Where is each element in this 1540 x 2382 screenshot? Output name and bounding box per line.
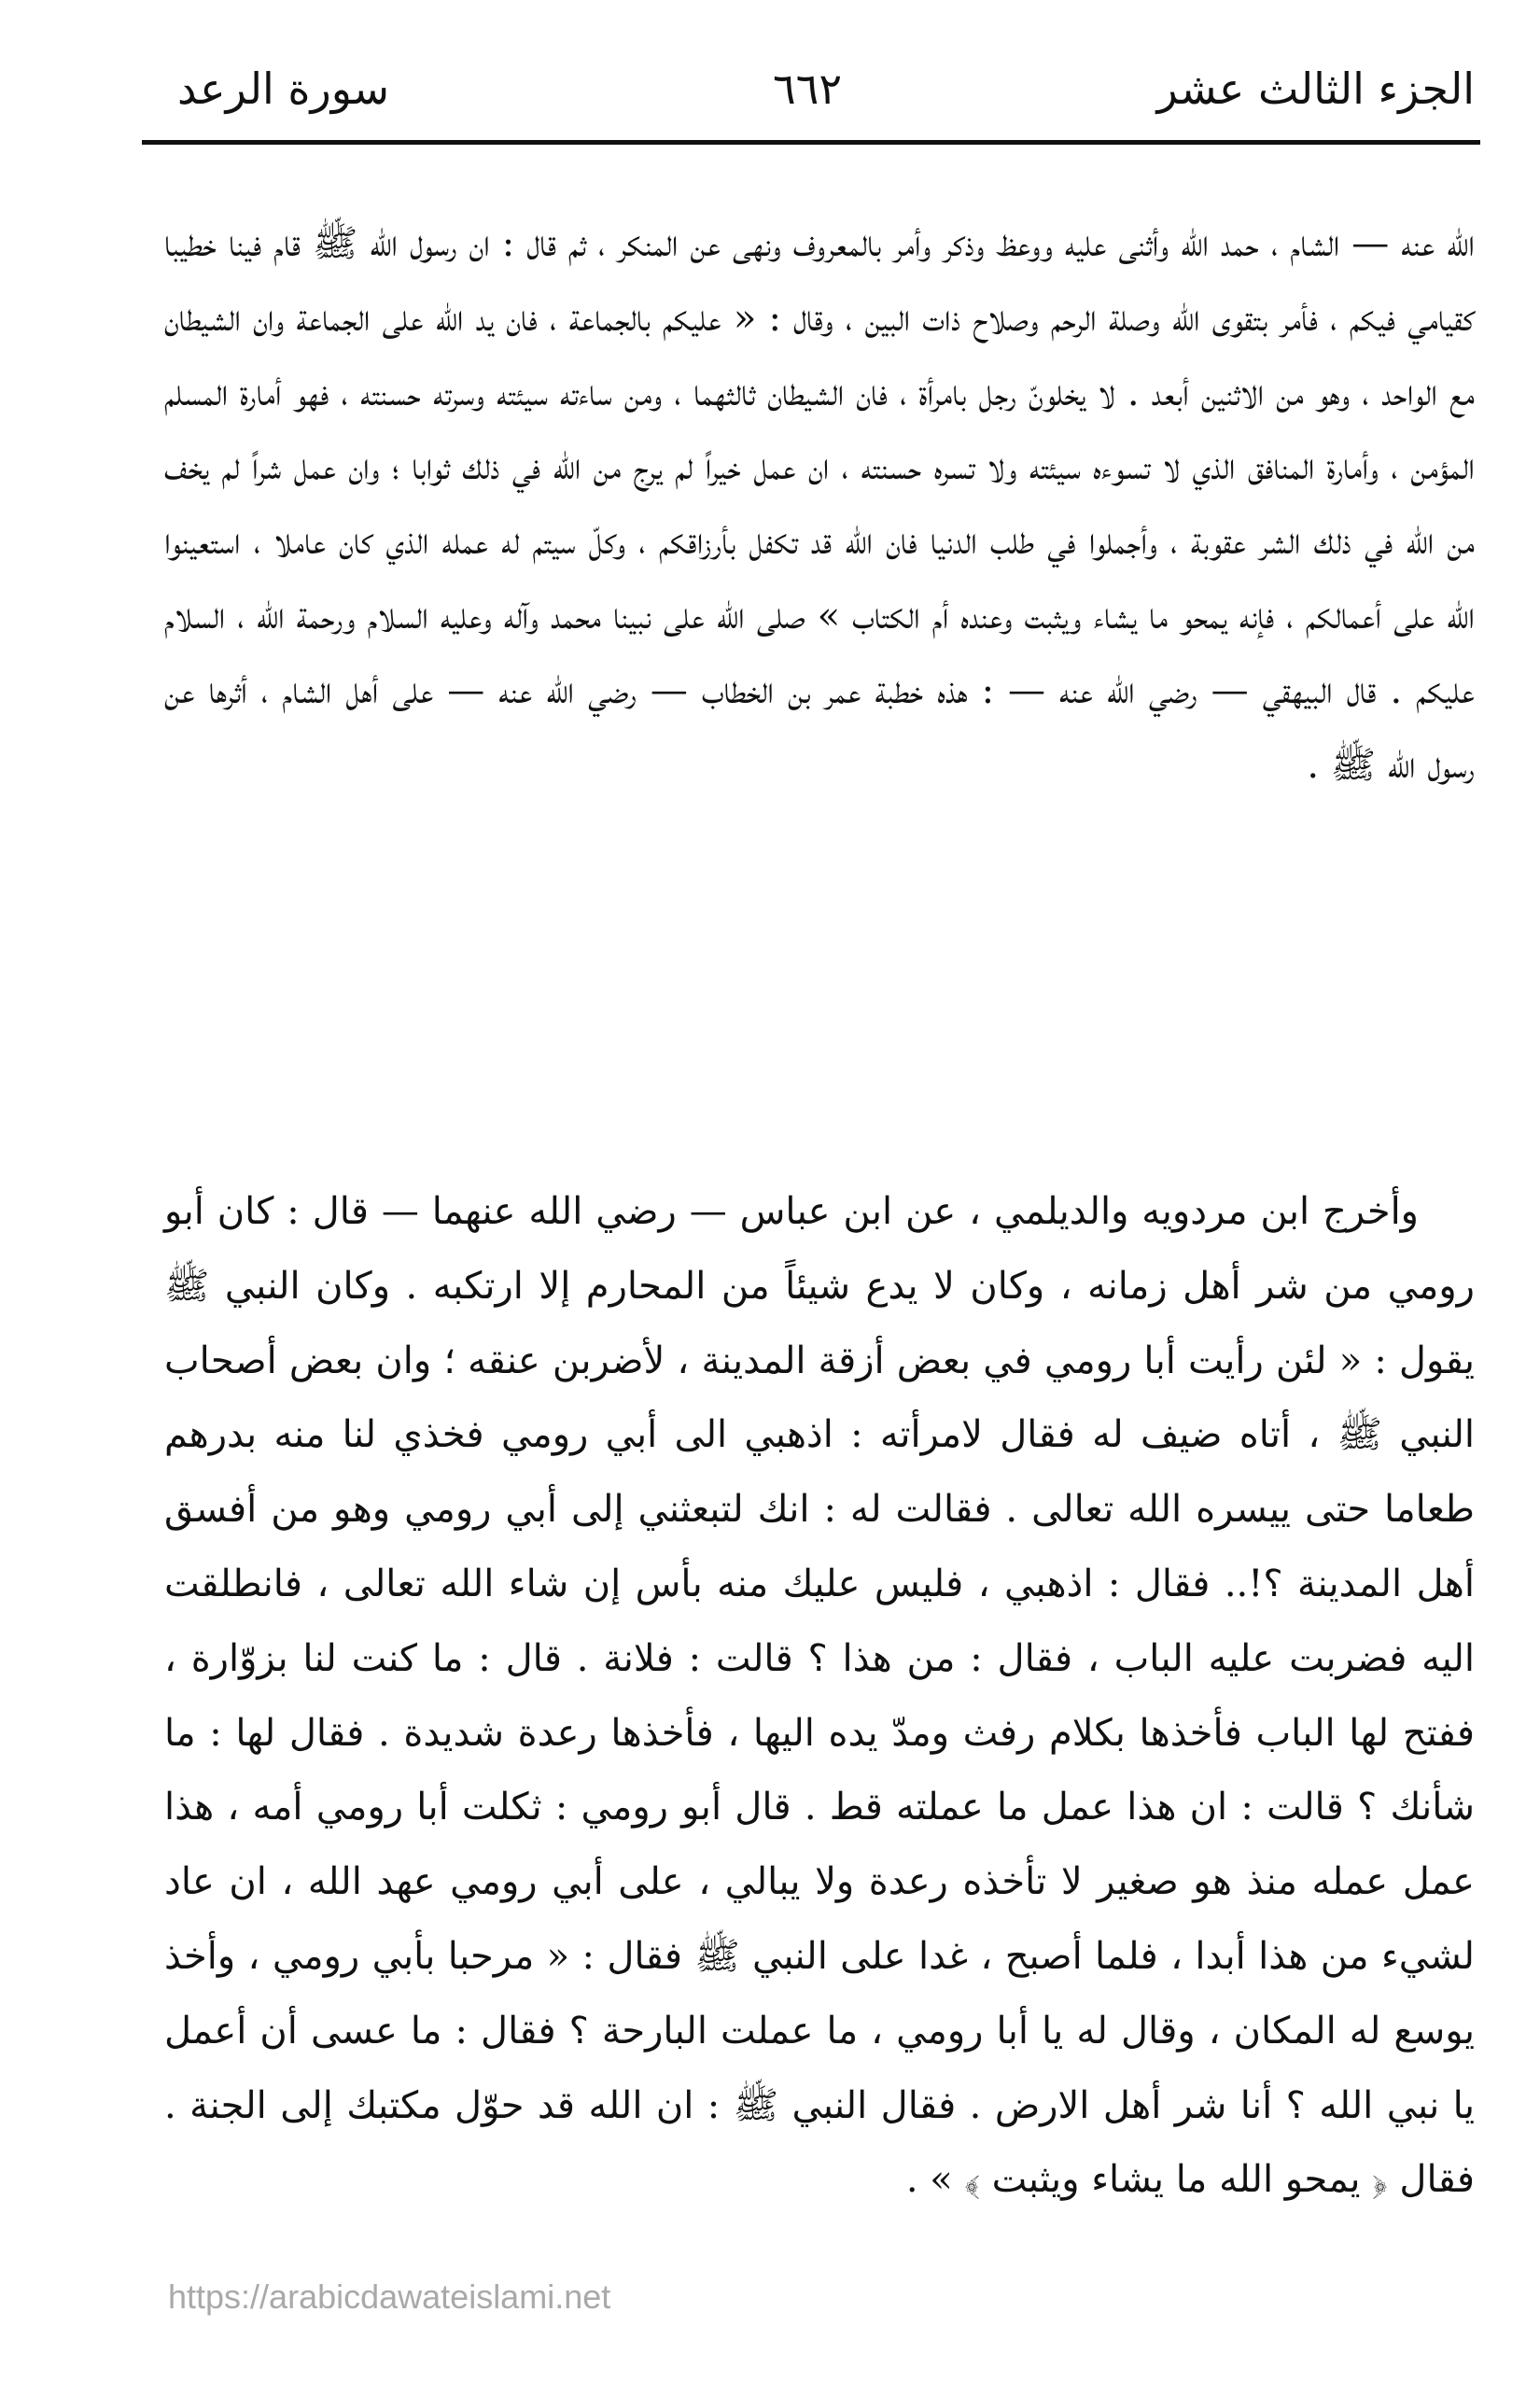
watermark-url: https://arabicdawateislami.net <box>168 2277 611 2316</box>
paragraph-2: وأخرج ابن مردويه والديلمي ، عن ابن عباس — رضي الله عنهما — قال : كان أبو رومي من شر أهل زمانه ، وكان لا يدع شيئاً من المحارم إلا ارتكبه . وكان النبي ﷺ يقول : « لئن رأيت أبا رومي في بعض أزقة المدينة ، لأضربن عنقه ؛ وان بعض أصحاب النبي ﷺ ، أتاه ضيف له فقال لامرأته : اذهبي الى أبي رومي فخذي لنا منه بدرهم طعاما حتى ييسره الله تعالى . فقالت له : انك لتبعثني إلى أبي رومي وهو من أفسق أهل المدينة ؟!.. فقال : اذهبي ، فليس عليك منه بأس إن شاء الله تعالى ، فانطلقت اليه فضربت عليه الباب ، فقال : من هذا ؟ قالت : فلانة . قال : ما كنت لنا بزوّارة ، ففتح لها الباب فأخذها بكلام رفث ومدّ يده اليها ، فأخذها رعدة شديدة . فقال لها : ما شأنك ؟ قالت : ان هذا عمل ما عملته قط . قال أبو رومي : ثكلت أبا رومي أمه ، هذا عمل عمله منذ هو صغير لا تأخذه رعدة ولا يبالي ، على أبي رومي عهد الله ، ان عاد لشيء من هذا أبدا ، فلما أصبح ، غدا على النبي ﷺ فقال : « مرحبا بأبي رومي ، وأخذ يوسع له المكان ، وقال له يا أبا رومي ، ما عملت البارحة ؟ فقال : ما عسى أن أعمل يا نبي الله ؟ أنا شر أهل الارض . فقال النبي ﷺ : ان الله قد حوّل مكتبك إلى الجنة . فقال ﴿ يمحو الله ما يشاء ويثبت ﴾ » . <box>164 1190 1476 2202</box>
page-header <box>140 54 1475 138</box>
paragraph-1: الله عنه — الشام ، حمد الله وأثنى عليه ووعظ وذكر وأمر بالمعروف ونهى عن المنكر ، ثم قال : ان رسول الله ﷺ قام فينا خطيبا كقيامي فيكم ، فأمر بتقوى الله وصلة الرحم وصلاح ذات البين ، وقال : « عليكم بالجماعة ، فان يد الله على الجماعة وان الشيطان مع الواحد ، وهو من الاثنين أبعد . لا يخلونّ رجل بامرأة ، فان الشيطان ثالثهما ، ومن ساءته سيئته وسرته حسنته ، فهو أمارة المسلم المؤمن ، وأمارة المنافق الذي لا تسوءه سيئته ولا تسره حسنته ، ان عمل خيراً لم يرج من الله في ذلك ثوابا ؛ وان عمل شراً لم يخف من الله في ذلك الشر عقوبة ، وأجملوا في طلب الدنيا فان الله قد تكفل بأرزاقكم ، وكلّ سيتم له عمله الذي كان عاملا ، استعينوا الله على أعمالكم ، فإنه يمحو ما يشاء ويثبت وعنده أم الكتاب » صلى الله على نبينا محمد وآله وعليه السلام ورحمة الله ، السلام عليكم . قال البيهقي — رضي الله عنه — : هذه خطبة عمر بن الخطاب — رضي الله عنه — على أهل الشام ، أثرها عن رسول الله ﷺ . <box>164 222 1475 787</box>
part-title: الجزء الثالث عشر <box>1156 63 1475 114</box>
header-divider <box>142 140 1480 145</box>
page-number: ٦٦٢ <box>772 63 843 114</box>
page-body <box>164 207 1475 2218</box>
surah-title: سورة الرعد <box>177 63 390 114</box>
